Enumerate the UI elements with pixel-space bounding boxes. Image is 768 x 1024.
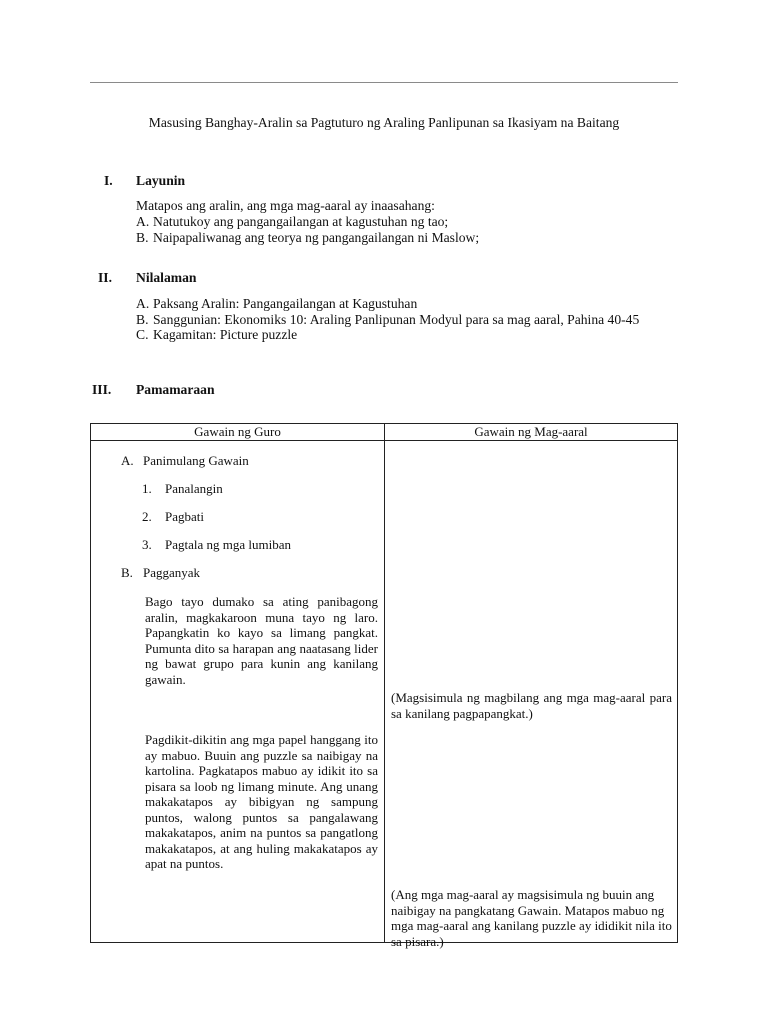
- objectives-intro: Matapos ang aralin, ang mga mag-aaral ay inaasahang:: [136, 198, 435, 213]
- content-list: [136, 296, 666, 343]
- list-item-text: Sanggunian: Ekonomiks 10: Araling Panlipunan Modyul para sa mag aaral, Pahina 40-45: [153, 311, 640, 327]
- teacher-column-header: Gawain ng Guro: [194, 424, 281, 439]
- list-marker: B.: [136, 311, 149, 327]
- pagganyak-marker: B.: [121, 565, 133, 580]
- step-pagbati: Pagbati: [165, 509, 204, 524]
- section-numeral: I.: [104, 173, 113, 188]
- objectives-list: [136, 214, 676, 245]
- document-title: Masusing Banghay-Aralin sa Pagtuturo ng Araling Panlipunan sa Ikasiyam na Baitang: [148, 115, 620, 130]
- panimulang-gawain-label: Panimulang Gawain: [143, 453, 249, 468]
- list-item: [136, 312, 666, 328]
- column-divider: [384, 424, 385, 942]
- student-response-grouping: (Magsisimula ng magbilang ang mga mag-aaral para sa kanilang pagpapangkat.): [391, 690, 672, 721]
- header-row-divider: [91, 440, 677, 441]
- list-marker: A.: [136, 296, 150, 311]
- step-marker: 1.: [142, 481, 152, 496]
- list-item: [136, 296, 666, 312]
- list-item-text: Natutukoy ang pangangailangan at kagustuhan ng tao;: [153, 214, 449, 229]
- list-item-text: Kagamitan: Picture puzzle: [153, 327, 298, 342]
- student-column-header: Gawain ng Mag-aaral: [474, 424, 588, 439]
- list-marker: C.: [136, 327, 149, 342]
- step-marker: 2.: [142, 509, 152, 524]
- puzzle-instructions: Pagdikit-dikitin ang mga papel hanggang ito ay mabuo. Buuin ang puzzle sa naibigay na kartolina. Pagkatapos mabuo ay idikit ito sa pisara sa loob ng limang minute. Ang unang makakatapos ay bibigyan ng sampung puntos, walong puntos sa pangalawang makakatapos, anim na puntos sa pangatlong makakatapos, at ang huling makakatapos ay apat na puntos.: [145, 732, 378, 871]
- pagganyak-label: Pagganyak: [143, 565, 201, 580]
- list-item: [136, 327, 666, 343]
- list-item-text: Paksang Aralin: Pangangailangan at Kagustuhan: [153, 296, 418, 311]
- step-panalangin: Panalangin: [165, 481, 223, 496]
- header-divider-line: [90, 82, 678, 83]
- list-marker: B.: [136, 229, 149, 245]
- section-numeral: III.: [92, 382, 112, 397]
- section-title: Pamamaraan: [136, 382, 215, 397]
- list-item-text: Naipapaliwanag ang teorya ng pangangailangan ni Maslow;: [153, 229, 480, 245]
- section-numeral: II.: [98, 270, 112, 285]
- list-item: [136, 214, 676, 230]
- panimulang-gawain-marker: A.: [121, 453, 134, 468]
- step-marker: 3.: [142, 537, 152, 552]
- section-title: Layunin: [136, 173, 186, 188]
- procedure-table: [90, 423, 678, 949]
- list-marker: A.: [136, 214, 150, 229]
- student-response-puzzle: (Ang mga mag-aaral ay magsisimula ng buuin ang naibigay na pangkatang Gawain. Matapos mabuo ng mga mag-aaral ang kanilang puzzle ay ididikit nila ito sa pisara.): [391, 887, 672, 949]
- section-title: Nilalaman: [136, 270, 197, 285]
- pagganyak-instructions: Bago tayo dumako sa ating panibagong aralin, magkakaroon muna tayo ng laro. Papangkatin ko kayo sa limang pangkat. Pumunta dito sa harapan ang naatasang lider ng bawat grupo para kunin ang kanilang gawain.: [145, 594, 378, 687]
- step-pagtala: Pagtala ng mga lumiban: [165, 537, 292, 552]
- list-item: [136, 230, 676, 246]
